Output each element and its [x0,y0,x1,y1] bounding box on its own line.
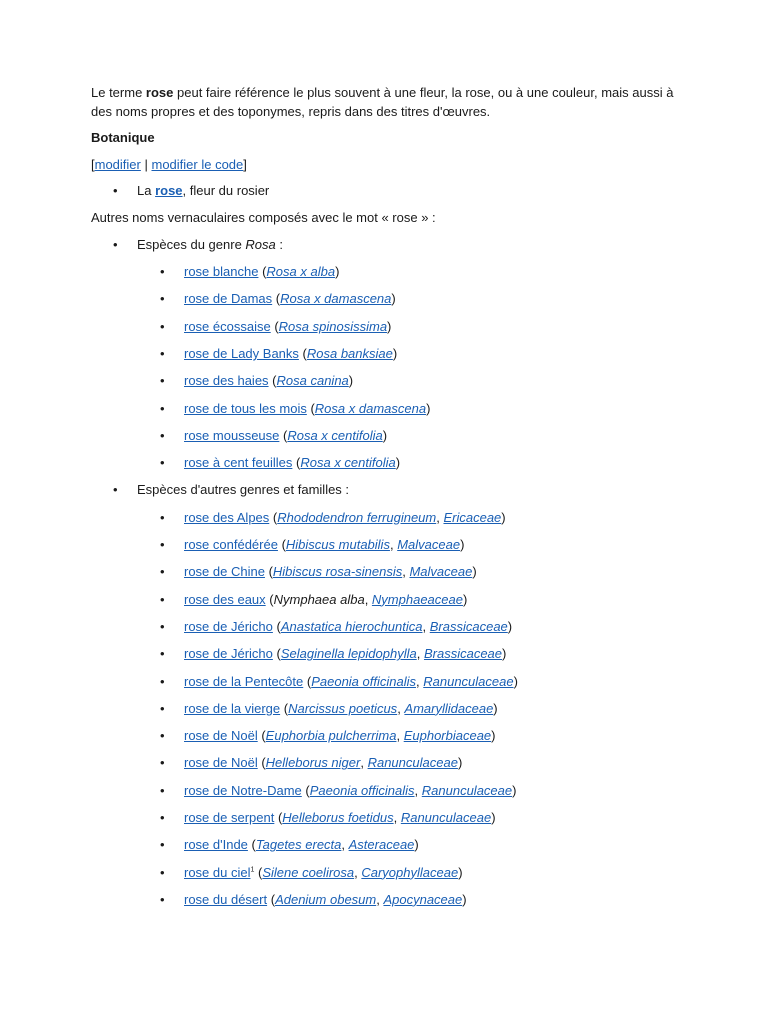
paren-close: ) [507,618,513,634]
list-item [91,318,691,336]
scientific-name-link[interactable] [282,810,393,825]
species-name-link[interactable]: rose des Alpes [184,509,270,525]
species-name-link[interactable]: rose de serpent [184,810,275,826]
paren-close: ) [335,264,340,280]
family-link[interactable] [430,619,508,634]
paren-open: ( [257,728,266,744]
species-name-link[interactable]: rose de tous les mois [184,400,307,416]
species-name-link[interactable]: rose de Noël [184,755,258,771]
paren-close: ) [348,373,354,389]
species-name-link[interactable]: rose du désert [184,891,268,907]
edit-link[interactable]: modifier [94,156,141,172]
species-name-link[interactable]: rose de Jéricho [184,618,273,634]
species-name-link[interactable]: rose des haies [184,373,269,389]
scientific-name: Silene coelirosa [262,864,355,880]
family-link[interactable] [409,564,472,579]
paren-open: ( [280,700,289,716]
family-link[interactable] [424,646,502,661]
paren-close: ) [513,673,518,689]
family-name: Amaryllidaceae [404,700,494,716]
species-name-link[interactable]: rose de Notre-Dame [184,782,302,798]
paren-open: ( [292,455,301,471]
list-item [91,427,691,445]
paren-open: ( [272,646,281,662]
separator: , [416,673,424,689]
family-name: Malvaceae [409,564,473,580]
species-name-link[interactable]: rose de Noël [184,728,258,744]
family-name: Caryophyllaceae [361,864,459,880]
species-name-link[interactable]: rose d'Inde [184,837,248,853]
paren-close: ) [460,537,465,553]
paren-open: ( [306,400,315,416]
family-name: Asteraceae [348,837,415,853]
species-name-link[interactable]: rose blanche [184,264,259,280]
separator: , [360,755,368,771]
list-item [91,509,691,527]
species-name-link[interactable]: rose mousseuse [184,427,280,443]
scientific-name: Rosa canina [276,373,349,389]
list-item [91,809,691,827]
scientific-name: Hibiscus mutabilis [285,537,390,553]
list-item [91,400,691,418]
scientific-name-link[interactable] [281,619,423,634]
scientific-name-link[interactable] [311,674,416,689]
scientific-name-link[interactable] [273,564,402,579]
family-link[interactable] [423,674,513,689]
scientific-name: Helleborus niger [265,755,361,771]
family-link[interactable] [372,592,463,607]
separator: , [402,564,410,580]
scientific-name: Narcissus poeticus [288,700,398,716]
species-name-link[interactable]: rose de la Pentecôte [184,673,304,689]
scientific-name-link[interactable] [310,783,415,798]
species-name-link[interactable]: rose à cent feuilles [184,455,293,471]
paren-open: ( [301,782,310,798]
paren-close: ) [391,291,396,307]
scientific-name: Anastatica hierochuntica [280,618,423,634]
paren-close: ) [458,864,463,880]
list-item [91,782,691,800]
species-name-link[interactable]: rose de Jéricho [184,646,273,662]
section-heading: Botanique [91,130,155,145]
family-name: Brassicaceae [429,618,508,634]
paren-close: ) [462,891,467,907]
rosa-species-list [137,263,691,472]
scientific-name: Rosa x centifolia [300,455,396,471]
paren-close: ) [491,810,496,826]
family-name: Ranunculaceae [367,755,458,771]
scientific-name: Tagetes erecta [255,837,342,853]
species-name-link[interactable]: rose écossaise [184,318,271,334]
species-name-link[interactable]: rose du ciel [184,864,251,880]
paren-open: ( [267,891,276,907]
paren-open: ( [274,810,283,826]
separator: , [341,837,349,853]
separator: , [396,728,404,744]
separator: , [397,700,405,716]
list-item [91,618,691,636]
family-link[interactable] [368,755,458,770]
scientific-name-link[interactable] [280,291,391,306]
family-name: Apocynaceae [383,891,463,907]
separator: , [416,646,424,662]
edit-links: [modifier | modifier le code] [91,156,247,172]
paren-open: ( [277,537,286,553]
scientific-name-link[interactable] [288,701,397,716]
scientific-name: Rosa banksiae [306,345,393,361]
paren-open: ( [257,755,266,771]
scientific-name-link[interactable] [307,346,393,361]
paren-close: ) [382,427,388,443]
paren-close: ) [457,755,463,771]
scientific-name-link[interactable] [315,401,426,416]
scientific-name: Adenium obesum [275,891,377,907]
article-content [91,84,691,918]
list-item [91,372,691,390]
paren-close: ) [414,837,419,853]
paren-open: ( [270,318,279,334]
scientific-name-link[interactable] [281,646,417,661]
list-item [91,263,691,281]
scientific-name-link[interactable] [300,455,395,470]
intro-paragraph: Le terme rose peut faire référence le plus souvent à une fleur, la rose, ou à une couleur, mais aussi à des noms propres et des toponymes, repris dans des titres d'œuvres. [91,85,674,119]
paren-open: ( [272,291,281,307]
paren-open: ( [265,591,274,607]
species-groups [91,236,691,909]
list-item [91,727,691,745]
scientific-name: Rhododendron ferrugineum [277,509,437,525]
list-item [91,345,691,363]
species-name-link[interactable]: rose de Lady Banks [184,345,299,361]
paren-open: ( [254,864,263,880]
paren-close: ) [387,318,392,334]
family-link[interactable] [404,701,493,716]
paren-open: ( [264,564,273,580]
separator: , [393,810,401,826]
other-species-list [137,509,691,909]
list-item [91,673,691,691]
family-link[interactable] [404,728,491,743]
family-name: Nymphaeaceae [371,591,463,607]
list-item [91,563,691,581]
family-link[interactable] [397,537,460,552]
intro-term: rose [145,85,174,100]
scientific-name-link[interactable] [275,892,376,907]
family-link[interactable] [383,892,462,907]
family-name: Malvaceae [397,537,461,553]
scientific-name-link[interactable] [279,319,387,334]
paren-close: ) [501,509,506,525]
scientific-name: Nymphaea alba [273,591,365,607]
paren-close: ) [472,564,477,580]
separator: , [436,509,444,525]
list-item [91,536,691,554]
list-item [91,454,691,472]
paren-open: ( [279,427,288,443]
separator: , [389,537,398,553]
paren-close: ) [395,455,401,471]
separator: , [414,782,422,798]
species-name-link[interactable]: rose de Damas [184,291,273,307]
separator: , [364,591,372,607]
scientific-name: Rosa x damascena [280,291,392,307]
scientific-name-link[interactable] [266,264,335,279]
species-name-link[interactable]: rose de la vierge [184,700,281,716]
list-item [91,864,691,882]
list-item [91,754,691,772]
scientific-name: Hibiscus rosa-sinensis [272,564,403,580]
scientific-name-link[interactable] [277,373,349,388]
paren-open: ( [269,509,278,525]
group-other: • Espèces d'autres genres et familles : • rose des Alpes (Rhododendron ferrugineum, Ericaceae) • rose confédérée (Hibiscus mutabilis, Malvaceae) • rose de Chine (Hibiscus rosa-sinensis, Malvaceae) • rose des eaux (Nymphaea alba, Nymphaeaceae) • rose de Jéricho (Anastatica hierochuntica, Brassicaceae) • rose de Jéricho (Selaginella lepidophylla, Brassicaceae) • rose de la Pentecôte (Paeonia officinalis, Ranunculaceae) • rose de la vierge (Narcissus poeticus, Amaryllidaceae) • rose de Noël (Euphorbia pulcherrima, Euphorbiaceae) • rose de Noël (Helleborus niger, Ranunculaceae) • rose de Notre-Dame (Paeonia officinalis, Ranunculaceae) • rose de serpent (Helleborus foetidus, Ranunculaceae) • rose d'Inde (Tagetes erecta, Asteraceae) • rose du ciel$^1$ (Silene coelirosa, Caryophyllaceae) • rose du désert (Adenium obesum, Apocynaceae) [91,481,691,908]
list-item-flower: • La rose, fleur du rosier [91,182,691,200]
list-item [91,645,691,663]
scientific-name: Rosa x alba [266,264,336,280]
family-name: Ericaceae [443,509,502,525]
species-name-link[interactable]: rose confédérée [184,537,278,553]
scientific-name-link[interactable] [262,865,354,880]
family-link[interactable] [361,865,458,880]
species-name-link[interactable]: rose des eaux [184,591,266,607]
paren-close: ) [491,728,496,744]
list-item [91,700,691,718]
paren-open: ( [272,618,281,634]
list-item [91,891,691,909]
paren-open: ( [298,345,307,361]
edit-code-link[interactable]: modifier le code [151,156,244,172]
footnote-ref[interactable]: 1 [250,866,255,874]
scientific-name: Paeonia officinalis [311,673,416,689]
scientific-name: Helleborus foetidus [282,810,394,826]
family-name: Ranunculaceae [421,782,513,798]
family-link[interactable] [422,783,512,798]
family-link[interactable] [349,837,415,852]
vernacular-intro: Autres noms vernaculaires composés avec le mot « rose » : [91,210,436,226]
scientific-name: Paeonia officinalis [309,782,415,798]
paren-close: ) [392,345,398,361]
scientific-name-link[interactable] [286,537,390,552]
family-name: Euphorbiaceae [403,728,492,744]
scientific-name-link[interactable] [277,510,436,525]
paren-close: ) [493,700,498,716]
paren-close: ) [512,782,517,798]
scientific-name-link[interactable] [287,428,382,443]
family-link[interactable] [443,510,501,525]
paren-open: ( [268,373,277,389]
family-name: Ranunculaceae [400,810,492,826]
scientific-name: Rosa spinosissima [278,318,388,334]
family-name: Ranunculaceae [423,673,514,689]
list-item [91,836,691,854]
family-link[interactable] [401,810,491,825]
scientific-name: Rosa x damascena [314,400,427,416]
paren-open: ( [303,673,312,689]
rose-link[interactable]: rose [155,183,183,198]
paren-close: ) [426,400,431,416]
paren-open: ( [258,264,267,280]
separator: , [354,864,362,880]
species-name-link[interactable]: rose de Chine [184,564,265,580]
scientific-name-link[interactable] [266,728,397,743]
scientific-name-link[interactable] [256,837,342,852]
paren-close: ) [502,646,507,662]
list-item [91,290,691,308]
group-rosa: • Espèces du genre Rosa : • rose blanche (Rosa x alba) • rose de Damas (Rosa x damascena) • rose écossaise (Rosa spinosissima) • rose de Lady Banks (Rosa banksiae) • rose des haies (Rosa canina) • rose de tous les mois (Rosa x damascena) • rose mousseuse (Rosa x centifolia) • rose à cent feuilles (Rosa x centifolia) [91,236,691,472]
scientific-name-link[interactable] [266,755,361,770]
family-name: Brassicaceae [423,646,503,662]
scientific-name: Rosa x centifolia [287,427,383,443]
separator: , [376,891,384,907]
scientific-name: Selaginella lepidophylla [280,646,417,662]
paren-close: ) [462,591,468,607]
paren-open: ( [247,837,256,853]
flower-list [91,182,691,200]
list-item [91,591,691,609]
scientific-name: Euphorbia pulcherrima [265,728,397,744]
separator: , [422,618,430,634]
